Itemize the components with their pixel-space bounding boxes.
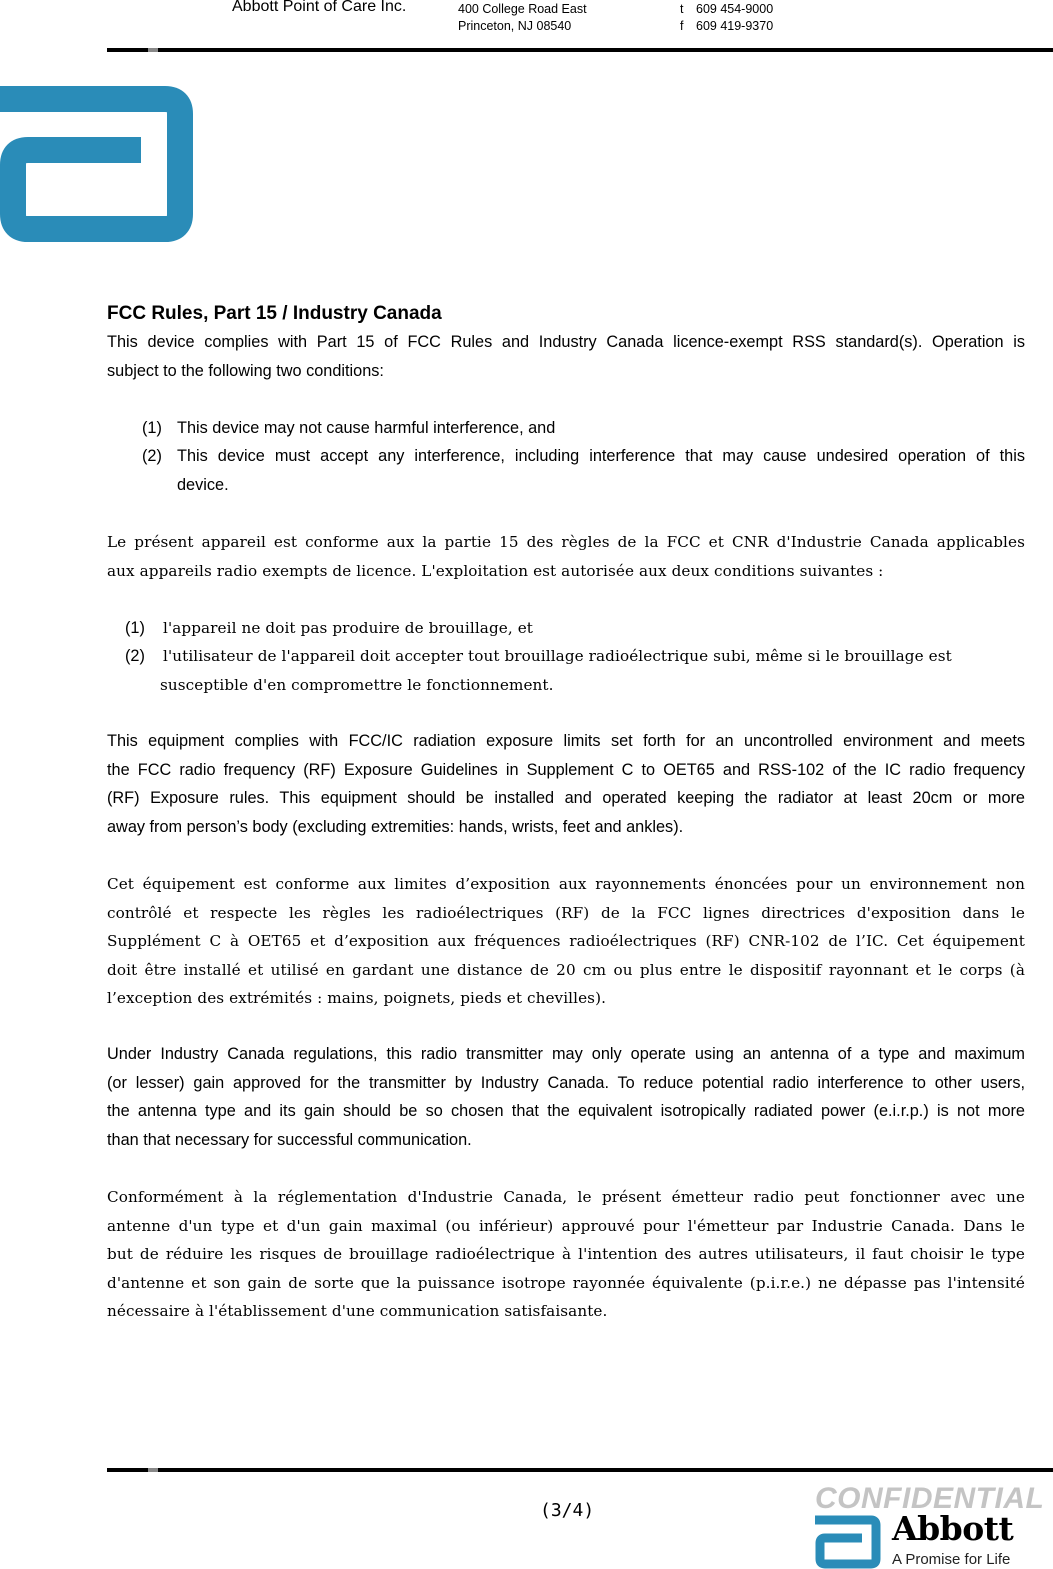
line: antenne d'un type et d'un gain maximal (ou inférieur) approuvé pour l'émetteur par Industrie Canada. Dans le — [107, 1216, 1025, 1235]
line: d'antenne et son gain de sorte que la puissance isotrope rayonnée équivalente (p.i.r.e.) ne dépasse pas l'intensité — [107, 1273, 1025, 1292]
header-rule — [107, 48, 1053, 52]
line: Cet équipement est conforme aux limites d’exposition aux rayonnements énoncées pour un environnement non — [107, 875, 1025, 893]
header-address — [458, 1, 587, 35]
abbott-footer-logo-icon — [815, 1515, 881, 1569]
line: Supplément C à OET65 et d’exposition aux fréquences radioélectriques (RF) CNR-102 de l’IC. Cet équipement — [107, 932, 1025, 950]
line: but de réduire les risques de brouillage radioélectrique à l'intention des autres utilisateurs, il faut choisir le type — [107, 1245, 1025, 1263]
line: (RF) Exposure rules. This equipment should be installed and operated keeping the radiator at least 20cm or more — [107, 789, 1025, 807]
line: aux appareils radio exempts de licence. L'exploitation est autorisée aux deux conditions suivantes : — [107, 561, 884, 580]
line: the antenna type and its gain should be so chosen that the equivalent isotropically radiated power (e.i.r.p.) is not more — [107, 1102, 1025, 1120]
paragraph-fr-rf-exposure — [107, 870, 1025, 1013]
header-contact — [680, 1, 773, 35]
list-item: l'appareil ne doit pas produire de brouillage, et — [163, 619, 534, 637]
line: l’exception des extrémités : mains, poignets, pieds et chevilles). — [107, 989, 607, 1007]
line: away from person’s body (excluding extremities: hands, wrists, feet and ankles). — [107, 817, 684, 836]
line: device. — [177, 475, 229, 494]
list-num: (1) — [142, 419, 162, 437]
list-item: l'utilisateur de l'appareil doit accepter tout brouillage radioélectrique subi, même si le brouillage est — [163, 647, 952, 665]
paragraph-fr-compliance — [107, 528, 1025, 585]
list-item-continued: susceptible d'en compromettre le fonctionnement. — [160, 676, 554, 694]
page-number: (3/4) — [540, 1500, 595, 1521]
line: This device complies with Part 15 of FCC Rules and Industry Canada licence-exempt RSS standard(s). Operation is — [107, 333, 1025, 351]
line: Le présent appareil est conforme aux la partie 15 des règles de la FCC et CNR d'Industrie Canada applicables — [107, 533, 1025, 551]
paragraph-rf-exposure — [107, 727, 1025, 841]
line: Conformément à la réglementation d'Industrie Canada, le présent émetteur radio peut fonctionner avec une — [107, 1188, 1025, 1206]
list-num: (2) — [142, 447, 162, 465]
line: the FCC radio frequency (RF) Exposure Guidelines in Supplement C to OET65 and RSS-102 of the IC radio frequency — [107, 760, 1025, 779]
section-title: FCC Rules, Part 15 / Industry Canada — [107, 303, 442, 324]
abbott-logo-icon — [0, 0, 200, 250]
fax-label: f — [680, 19, 684, 33]
abbott-brand: Abbott — [892, 1509, 1014, 1548]
address-line2: Princeton, NJ 08540 — [458, 19, 572, 33]
confidential-label: CONFIDENTIAL — [815, 1482, 1045, 1515]
address-line1: 400 College Road East — [458, 2, 587, 16]
list-item — [177, 442, 1025, 499]
tagline: A Promise for Life — [892, 1551, 1011, 1568]
phone: 609 454-9000 — [696, 2, 774, 16]
list-item: This device may not cause harmful interference, and — [177, 419, 556, 437]
line: doit être installé et utilisé en gardant une distance de 20 cm ou plus entre le dispositif rayonnant et le corps (à — [107, 960, 1025, 979]
fax: 609 419-9370 — [696, 19, 774, 33]
paragraph-fr-antenna — [107, 1183, 1025, 1326]
line: contrôlé et respecte les règles les radioélectriques (RF) de la FCC lignes directrices d'exposition dans le — [107, 903, 1025, 922]
paragraph-antenna — [107, 1040, 1025, 1154]
line: nécessaire à l'établissement d'une communication satisfaisante. — [107, 1302, 608, 1320]
list-num: (1) — [125, 619, 145, 637]
paragraph-fcc-compliance — [107, 328, 1025, 385]
line: This equipment complies with FCC/IC radiation exposure limits set forth for an uncontrolled environment and meets — [107, 732, 1025, 750]
phone-label: t — [680, 2, 684, 16]
line: Under Industry Canada regulations, this radio transmitter may only operate using an antenna of a type and maximum — [107, 1045, 1025, 1063]
list-num: (2) — [125, 647, 145, 665]
line: than that necessary for successful communication. — [107, 1130, 472, 1149]
line: (or lesser) gain approved for the transmitter by Industry Canada. To reduce potential radio interference to other users, — [107, 1073, 1025, 1092]
line: This device must accept any interference, including interference that may cause undesired operation of this — [177, 447, 1025, 465]
footer-rule — [107, 1468, 1053, 1472]
line: subject to the following two conditions: — [107, 361, 384, 380]
header-company: Abbott Point of Care Inc. — [232, 0, 407, 15]
